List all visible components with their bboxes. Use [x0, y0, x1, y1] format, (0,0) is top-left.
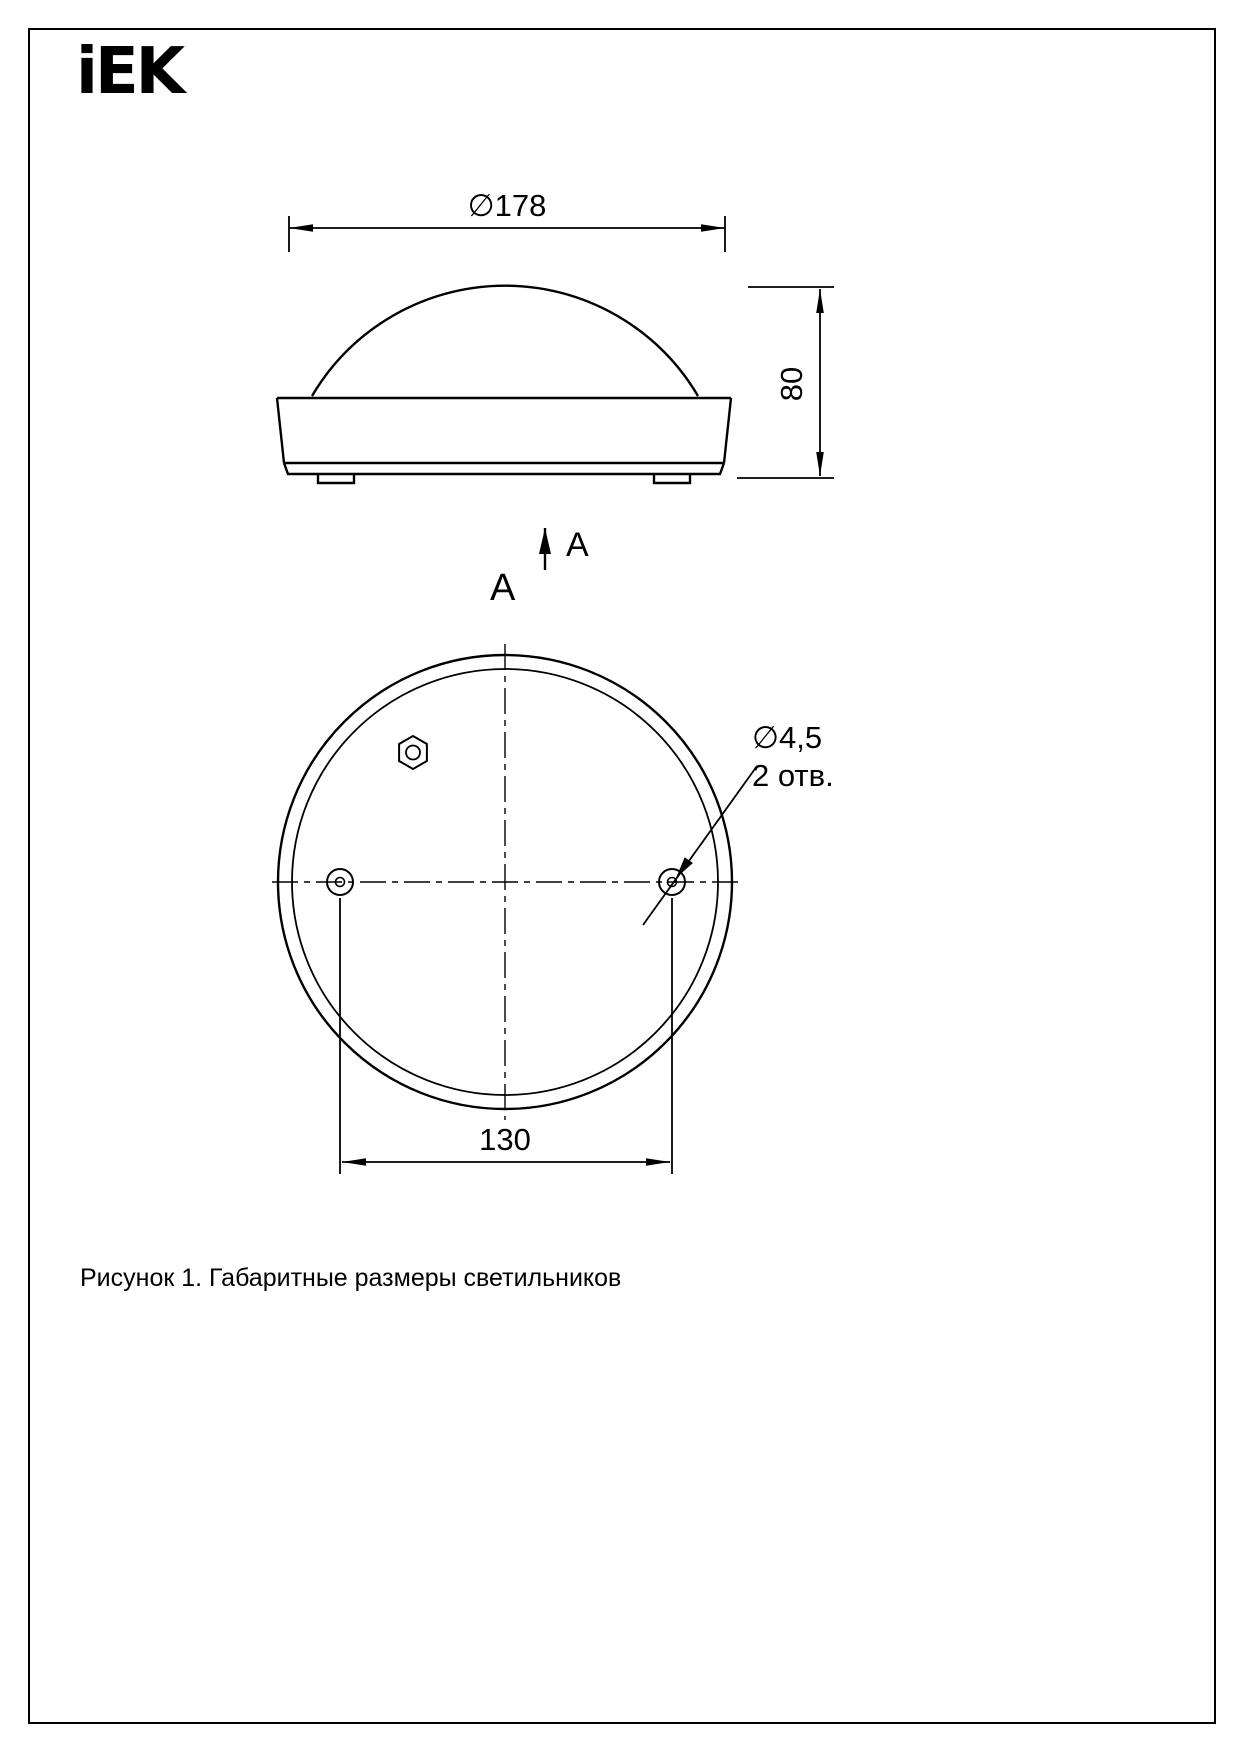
- dim-130-label: 130: [479, 1122, 531, 1157]
- side-view: [277, 286, 731, 483]
- hex-nut: [399, 736, 427, 769]
- leader-hole-diameter: [643, 766, 757, 925]
- side-view-base-left: [277, 398, 284, 463]
- side-view-base-right: [724, 398, 731, 463]
- iek-logo: iEK: [76, 35, 183, 109]
- side-view-foot-right: [654, 474, 690, 483]
- hex-nut-hole: [406, 746, 420, 760]
- side-view-dome: [312, 286, 698, 396]
- section-view-label: A: [490, 567, 516, 609]
- dim-178-label: ∅178: [467, 188, 547, 223]
- dim-hole-count-label: 2 отв.: [752, 758, 834, 793]
- side-view-foot-left: [318, 474, 354, 483]
- bottom-view: [272, 644, 738, 1120]
- figure-caption: Рисунок 1. Габаритные размеры светильников: [80, 1264, 622, 1292]
- leader-line: [643, 766, 757, 925]
- side-view-lip: [284, 463, 724, 474]
- dim-80-label: 80: [774, 366, 809, 402]
- section-arrow-label: A: [566, 526, 589, 564]
- dim-hole-diameter-label: ∅4,5: [752, 720, 823, 755]
